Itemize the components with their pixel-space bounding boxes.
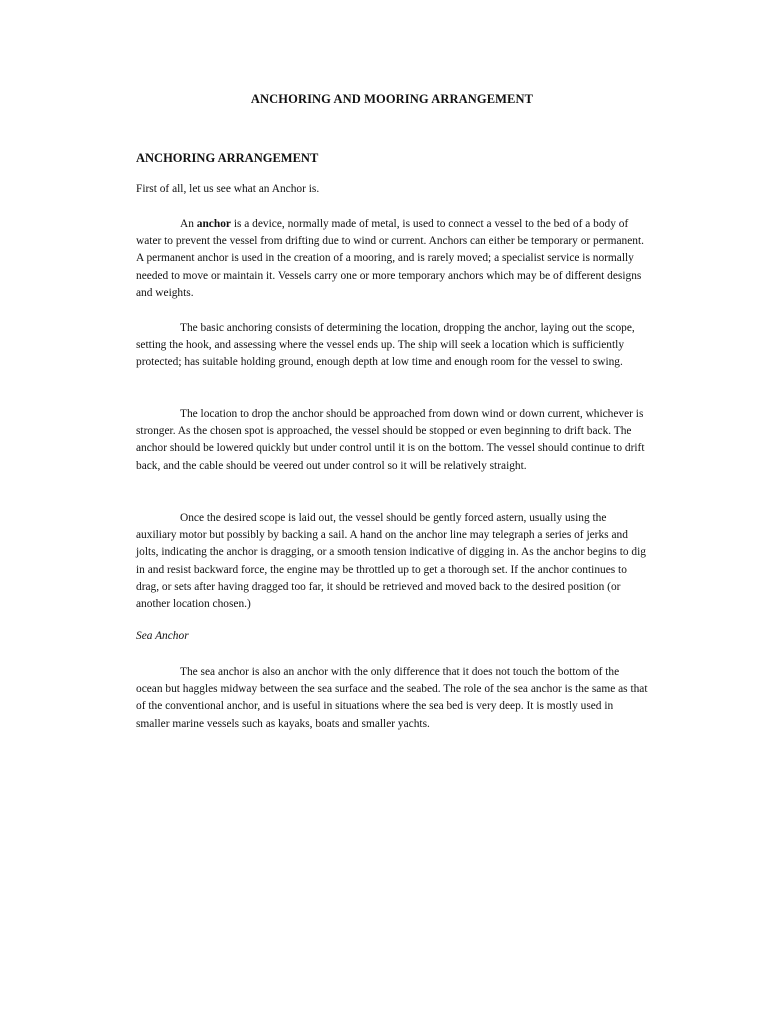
paragraph-anchor-definition [136, 216, 648, 302]
p1-lead: An [180, 218, 197, 230]
p1-bold-term: anchor [196, 218, 231, 230]
intro-paragraph: First of all, let us see what an Anchor is. [136, 183, 320, 195]
section-heading: ANCHORING ARRANGEMENT [136, 151, 319, 165]
paragraph-setting-scope: Once the desired scope is laid out, the vessel should be gently forced astern, usually using the auxiliary motor but possibly by backing a sail. A hand on the anchor line may telegraph a series of jerks and jolts, indicating the anchor is dragging, or a smooth tension indicative of digging in. As the anchor begins to dig in and resist backward force, the engine may be throttled up to get a thorough set. If the anchor continues to drag, or sets after having dragged too far, it should be retrieved and moved back to the desired position (or another location chosen.) [136, 512, 646, 611]
p1-rest: is a device, normally made of metal, is used to connect a vessel to the bed of a body of water to prevent the vessel from drifting due to wind or current. Anchors can either be temporary or permanent. A permanent anchor is used in the creation of a mooring, and is rarely moved; a specialist service is normally needed to move or maintain it. Vessels carry one or more temporary anchors which may be of different designs and weights. [136, 218, 644, 299]
paragraph-drop-location: The location to drop the anchor should be approached from down wind or down current, whichever is stronger. As the chosen spot is approached, the vessel should be stopped or even beginning to drift back. The anchor should be lowered quickly but under control until it is on the bottom. The vessel should continue to drift back, and the cable should be veered out under control so it will be relatively straight. [136, 408, 645, 472]
document-title: ANCHORING AND MOORING ARRANGEMENT [250, 92, 534, 106]
paragraph-sea-anchor: The sea anchor is also an anchor with the only difference that it does not touch the bottom of the ocean but haggles midway between the sea surface and the seabed. The role of the sea anchor is the same as that of the conventional anchor, and is useful in situations where the sea bed is very deep. It is mostly used in smaller marine vessels such as kayaks, boats and smaller yachts. [136, 666, 648, 730]
paragraph-basic-anchoring: The basic anchoring consists of determining the location, dropping the anchor, laying out the scope, setting the hook, and assessing where the vessel ends up. The ship will seek a location which is sufficiently protected; has suitable holding ground, enough depth at low time and enough room for the vessel to swing. [136, 322, 635, 369]
sea-anchor-subheading: Sea Anchor [136, 630, 189, 642]
